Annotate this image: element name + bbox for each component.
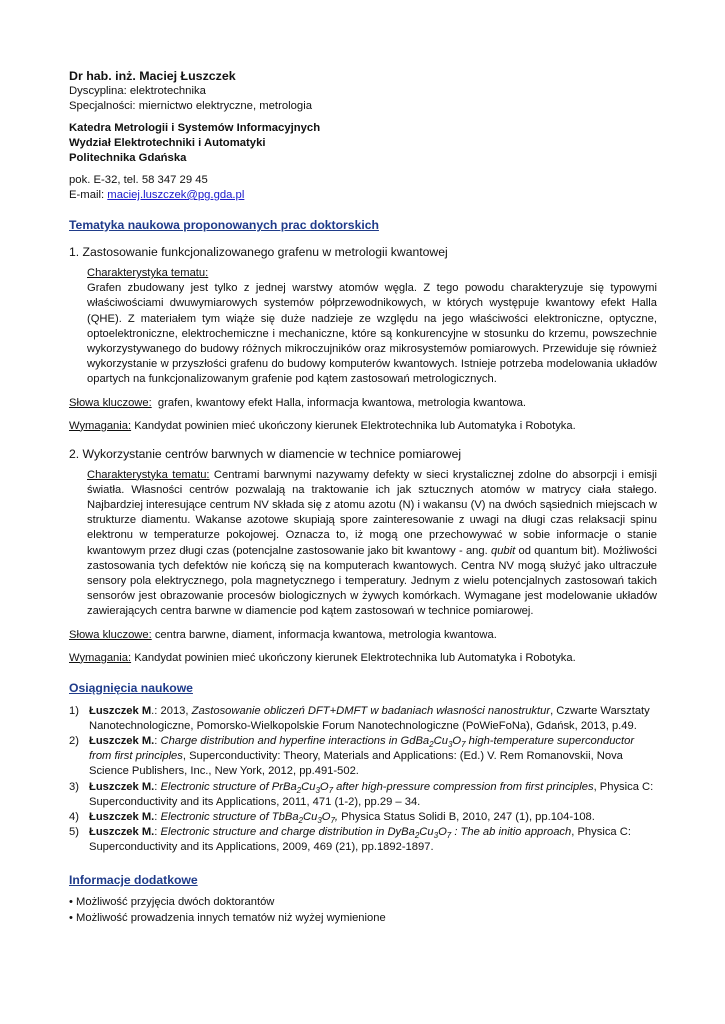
topic-1-title: 1. Zastosowanie funkcjonalizowanego grafenu w metrologii kwantowej — [69, 245, 448, 259]
author-name: Dr hab. inż. Maciej Łuszczek — [69, 69, 236, 83]
list-item: • Możliwość przyjęcia dwóch doktorantów — [69, 895, 275, 908]
additional-info-list — [69, 894, 657, 926]
publication-list — [69, 704, 657, 856]
university: Politechnika Gdańska — [69, 152, 187, 164]
department: Katedra Metrologii i Systemów Informacyjnych — [69, 122, 321, 134]
topic-2-keywords: Słowa kluczowe: centra barwne, diament, informacja kwantowa, metrologia kwantowa. — [69, 628, 497, 641]
additional-info-title: Informacje dodatkowe — [69, 872, 198, 887]
publication-item: 5) Łuszczek M.: Electronic structure and charge distribution in $DyBa_2Cu_3O_7$ : The ab initio approach, Physica C: Superconductivity and its Applications, 2009, 469 (21), pp.1892-1897. — [69, 826, 631, 854]
publication-item: 3) Łuszczek M.: Electronic structure of $PrBa_2Cu_3O_7$ after high-pressure compression from first principles, Physica C: Superconductivity and its Applications, 2011, 471 (1-2), pp.29 – 34. — [69, 780, 654, 808]
topic-1-description: Grafen zbudowany jest tylko z jednej warstwy atomów węgla. Z tego powodu charakteryzuje się typowymi właściwościami dwuwymiarowych systemów półprzewodnikowych, w których występuje kwantowy efekt Halla (QHE). Z materiałem tym wiąże się duże nadzieje ze względu na jego właściwości elektroniczne, optyczne, optoelektroniczne, elektrochemiczne i mechaniczne, które są konkurencyjne w stosunku do krzemu, powszechnie wykorzystywanego do budowy różnych mikroczujników oraz mikrosystemów pomiarowych. Przewiduje się również wykorzystanie w przyszłości grafenu do budowy komputerów kwantowych. Istnieje potrzeba modelowania układów opartych na funkcjonalizowanym grafenie pod kątem zastosowań metrologicznych. — [87, 282, 657, 386]
list-item: • Możliwość prowadzenia innych tematów niż wyżej wymienione — [69, 911, 386, 924]
email-line — [69, 188, 657, 203]
topic-1-desc-label: Charakterystyka tematu: — [87, 267, 209, 279]
achievements-title: Osiągnięcia naukowe — [69, 680, 193, 695]
room-phone: pok. E-32, tel. 58 347 29 45 — [69, 174, 208, 186]
topic-2-description: Charakterystyka tematu: Centrami barwnymi nazywamy defekty w sieci krystalicznej zdolne do absorpcji i emisji światła. Własności centrów pozwalają na traktowanie ich jak sztucznych atomów w matrycy ciała stałego. Najbardziej interesujące centrum NV składa się z atomu azotu (N) i wakansu (V) na dwóch sąsiednich miejscach w strukturze diamentu. Wakanse azotowe skupiają spore zainteresowanie z uwagi na długi czas relaksacji spinu elektronu w temperaturze pokojowej. Oznacza to, iż mogą one przechowywać w sobie informacje o stanie kwantowym przez długi czas (potencjalne zastosowanie jako bit kwantowy - ang. qubit od quantum bit). Możliwości zastosowania tych defektów nie kończą się na komputerach kwantowych. Centra NV mogą służyć jako ultraczułe sensory pola elektrycznego, pola magnetycznego i temperatury. Jednym z wielu potencjalnych zastosowań takich sensorów jest obrazowanie procesów biologicznych w żywych komórkach. Wymagane jest modelowanie układów zawierających centra barwne w diamencie pod kątem zastosowań w technice pomiarowej. — [87, 468, 657, 618]
topic-1-keywords: Słowa kluczowe: grafen, kwantowy efekt Halla, informacja kwantowa, metrologia kwantowa. — [69, 396, 527, 409]
publication-item: 1) Łuszczek M.: 2013, Zastosowanie obliczeń DFT+DMFT w badaniach własności nanostruktur, Czwarte Warsztaty Nanotechnologiczne, Pomorsko-Wielkopolskie Forum Nanotechnologiczne (PoWieFoNa), Gdańsk, 2013, p.49. — [69, 704, 650, 732]
publication-item: 2) Łuszczek M.: Charge distribution and hyperfine interactions in $GdBa_2Cu_3O_7$ high-temperature superconductor from first principles, Superconductivity: Theory, Materials and Applications: (Ed.) V. Rem Romanovskii, Nova Science Publishers, Inc., New York, 2012, pp.491-502. — [69, 735, 635, 778]
email-link[interactable]: maciej.luszczek@pg.gda.pl — [107, 189, 245, 201]
specialties: Specjalności: miernictwo elektryczne, metrologia — [69, 100, 312, 112]
discipline: Dyscyplina: elektrotechnika — [69, 85, 206, 97]
topic-2-requirements: Wymagania: Kandydat powinien mieć ukończony kierunek Elektrotechnika lub Automatyka i Robotyka. — [69, 651, 576, 664]
publication-item: 4) Łuszczek M.: Electronic structure of $TbBa_2Cu_3O_7$, Physica Status Solidi B, 2010, 247 (1), pp.104-108. — [69, 811, 595, 826]
topic-1-requirements: Wymagania: Kandydat powinien mieć ukończony kierunek Elektrotechnika lub Automatyka i Robotyka. — [69, 419, 576, 432]
topic-2-title: 2. Wykorzystanie centrów barwnych w diamencie w technice pomiarowej — [69, 446, 462, 461]
document-page — [69, 68, 657, 926]
topics-section-title: Tematyka naukowa proponowanych prac doktorskich — [69, 218, 379, 232]
faculty: Wydział Elektrotechniki i Automatyki — [69, 137, 266, 149]
email-label: E-mail: — [69, 189, 108, 201]
